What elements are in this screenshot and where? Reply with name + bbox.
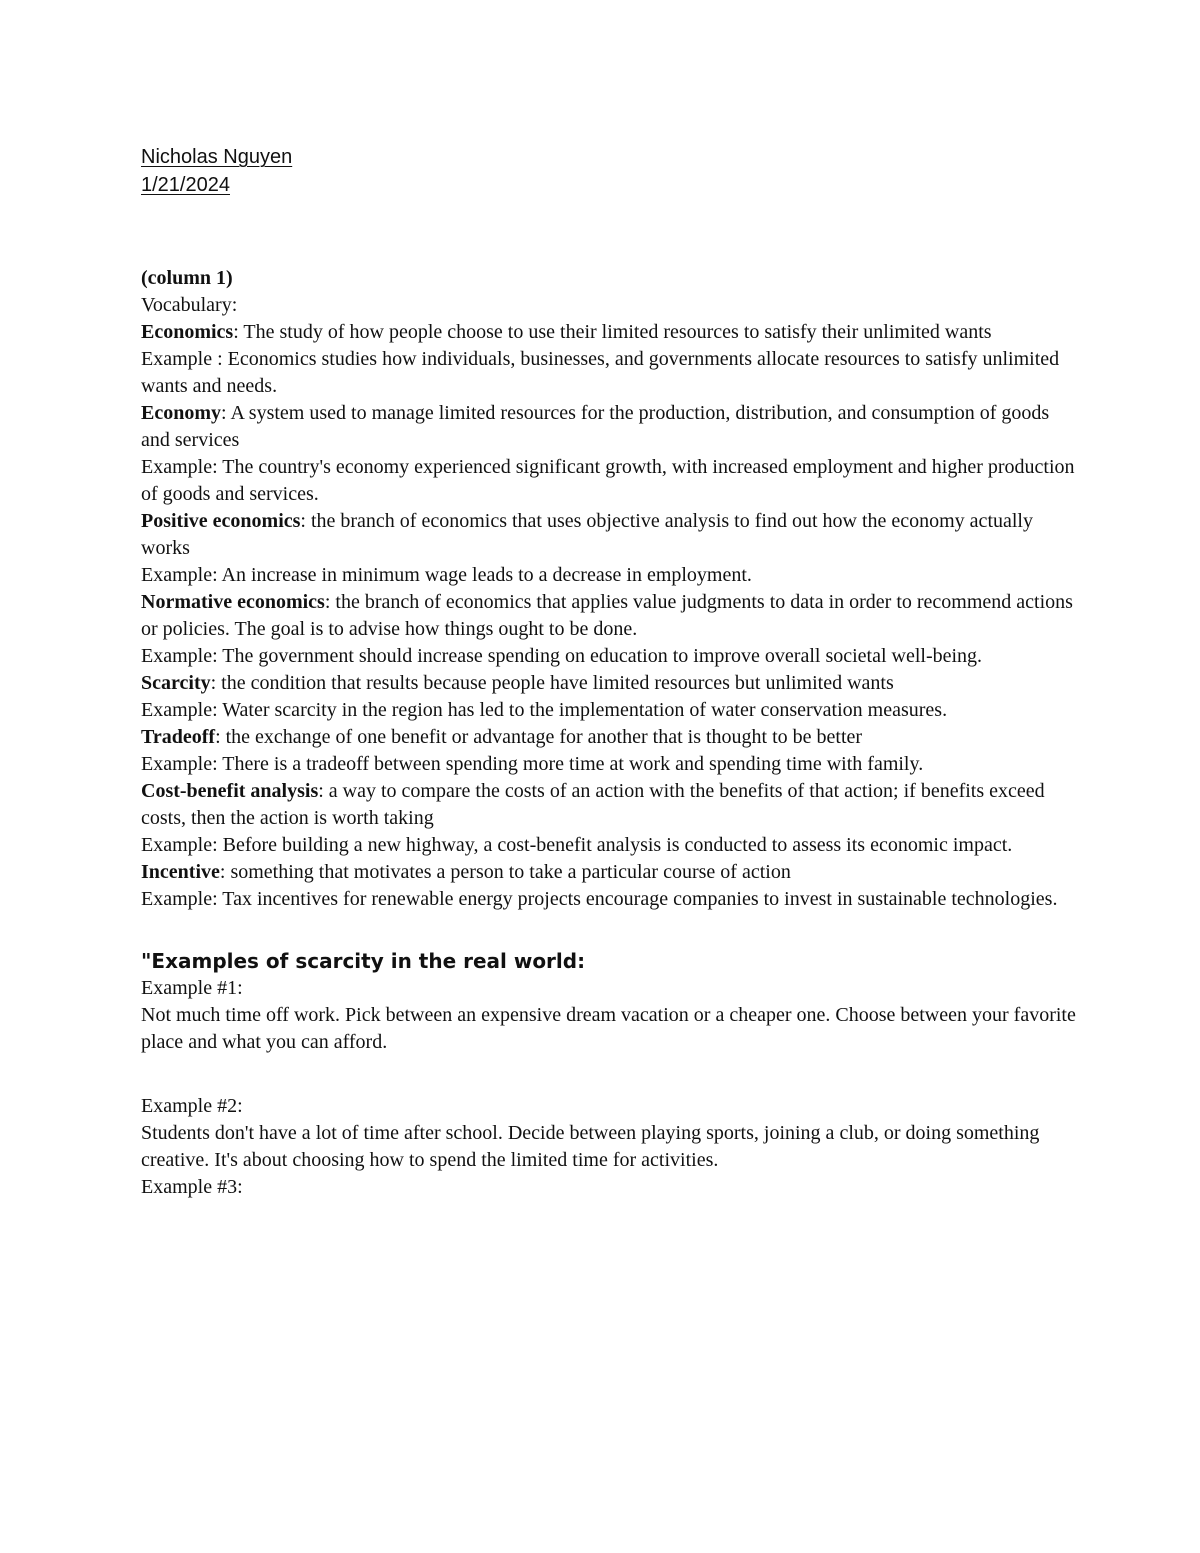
vocabulary-label: Vocabulary: — [141, 294, 238, 316]
vocab-entry-economy — [141, 400, 1081, 508]
vocab-example: Example : Economics studies how individuals, businesses, and governments allocate resources to satisfy unlimited wants and needs. — [141, 348, 1060, 397]
vocab-example: Example: The government should increase spending on education to improve overall societal well-being. — [141, 645, 983, 667]
scarcity-examples — [141, 975, 1081, 1201]
vocab-definition: : the condition that results because people have limited resources but unlimited wants — [210, 672, 894, 694]
vocab-example: Example: Tax incentives for renewable energy projects encourage companies to invest in sustainable technologies. — [141, 888, 1058, 910]
vocab-term: Cost-benefit analysis — [141, 780, 319, 802]
vocab-definition: : the branch of economics that uses objective analysis to find out how the economy actually works — [141, 510, 1033, 559]
example-1-label: Example #1: — [141, 977, 243, 999]
vocab-entry-normative-economics — [141, 589, 1081, 670]
vocab-entry-scarcity — [141, 670, 1081, 724]
document-page — [141, 143, 1081, 1201]
vocab-example: Example: Water scarcity in the region has led to the implementation of water conservation measures. — [141, 699, 948, 721]
vocab-example: Example: An increase in minimum wage leads to a decrease in employment. — [141, 564, 752, 586]
vocab-term: Scarcity — [141, 672, 211, 694]
vocab-term: Incentive — [141, 861, 220, 883]
vocab-term: Tradeoff — [141, 726, 216, 748]
vocab-definition: : the branch of economics that applies value judgments to data in order to recommend actions or policies. The goal is to advise how things ought to be done. — [141, 591, 1073, 640]
author-name: Nicholas Nguyen — [141, 146, 293, 168]
vocab-example: Example: Before building a new highway, a cost-benefit analysis is conducted to assess its economic impact. — [141, 834, 1013, 856]
vocab-entry-tradeoff — [141, 724, 1081, 778]
vocab-term: Economics — [141, 321, 234, 343]
vocab-entry-cost-benefit-analysis — [141, 778, 1081, 859]
vocab-definition: : The study of how people choose to use their limited resources to satisfy their unlimited wants — [233, 321, 992, 343]
vocab-entry-positive-economics — [141, 508, 1081, 589]
vocab-example: Example: The country's economy experienced significant growth, with increased employment and higher production of goods and services. — [141, 456, 1075, 505]
vocab-entry-economics — [141, 319, 1081, 400]
vocab-definition: : the exchange of one benefit or advantage for another that is thought to be better — [215, 726, 863, 748]
example-2-label: Example #2: — [141, 1095, 243, 1117]
column-label: (column 1) — [141, 267, 233, 289]
vocabulary-list — [141, 319, 1081, 913]
vocab-definition: : something that motivates a person to take a particular course of action — [219, 861, 791, 883]
vocab-entry-incentive — [141, 859, 1081, 913]
example-2-text: Students don't have a lot of time after school. Decide between playing sports, joining a club, or doing something creative. It's about choosing how to spend the limited time for activities. — [141, 1122, 1040, 1171]
vocab-term: Positive economics — [141, 510, 301, 532]
vocab-definition: : A system used to manage limited resources for the production, distribution, and consumption of goods and services — [141, 402, 1050, 451]
vocab-term: Normative economics — [141, 591, 325, 613]
example-1-text: Not much time off work. Pick between an expensive dream vacation or a cheaper one. Choose between your favorite place and what you can afford. — [141, 1004, 1076, 1053]
scarcity-section-heading: "Examples of scarcity in the real world: — [141, 949, 586, 973]
vocab-term: Economy — [141, 402, 221, 424]
vocab-definition: : a way to compare the costs of an action with the benefits of that action; if benefits exceed costs, then the action is worth taking — [141, 780, 1045, 829]
example-3-label: Example #3: — [141, 1176, 243, 1198]
vocab-example: Example: There is a tradeoff between spending more time at work and spending time with family. — [141, 753, 924, 775]
document-date: 1/21/2024 — [141, 174, 230, 196]
